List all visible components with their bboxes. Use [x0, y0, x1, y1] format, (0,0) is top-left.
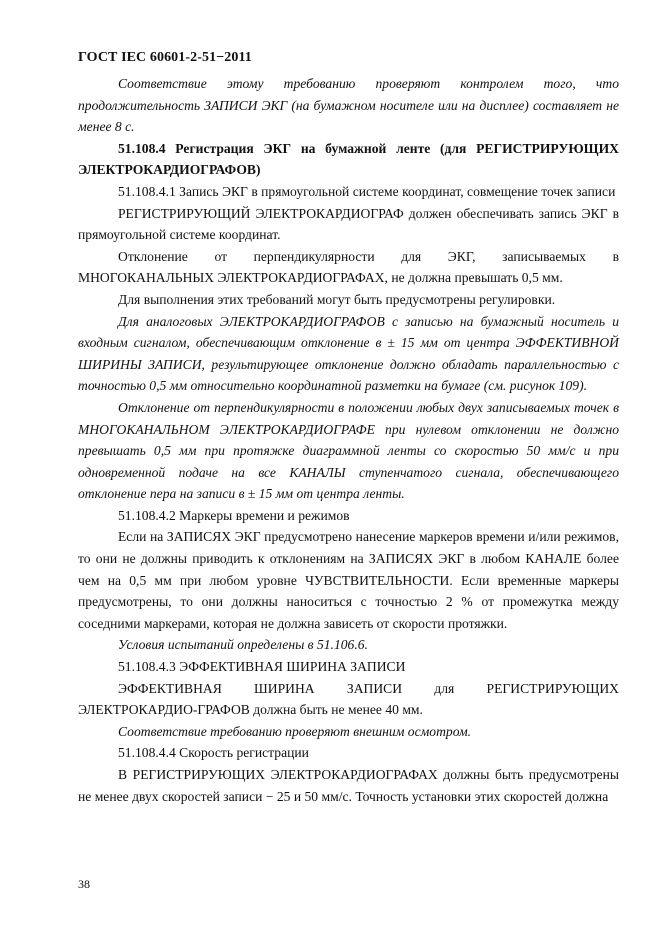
body-paragraph: Для выполнения этих требований могут быть предусмотрены регулировки. [118, 291, 556, 307]
body-paragraph: Если на ЗАПИСЯХ ЭКГ предусмотрено нанесение маркеров времени и/или режимов, то они не должны приводить к отклонениям на ЗАПИСЯХ ЭКГ в любом КАНАЛЕ более чем на 0,5 мм при любом уровне ЧУВСТВИТЕЛЬНОСТИ. Если временные маркеры предусмотрены, то они должны наноситься с точностью 2 % от промежутка между соседними маркерами, которая не должна зависеть от скорости протяжки. [78, 529, 619, 631]
body-paragraph: ЭФФЕКТИВНАЯ ШИРИНА ЗАПИСИ для РЕГИСТРИРУЮЩИХ ЭЛЕКТРОКАРДИО-ГРАФОВ должна быть не менее 40 мм. [78, 680, 619, 718]
subsection-title-51-108-4-1: 51.108.4.1 Запись ЭКГ в прямоугольной системе координат, совмещение точек записи [118, 183, 616, 199]
body-paragraph: РЕГИСТРИРУЮЩИЙ ЭЛЕКТРОКАРДИОГРАФ должен обеспечивать запись ЭКГ в прямоугольной системе координат. [78, 205, 619, 243]
body-paragraph: Отклонение от перпендикулярности для ЭКГ, записываемых в МНОГОКАНАЛЬНЫХ ЭЛЕКТРОКАРДИОГРАФАХ, не должна превышать 0,5 мм. [78, 248, 619, 286]
subsection-title-51-108-4-2: 51.108.4.2 Маркеры времени и режимов [118, 507, 350, 523]
italic-paragraph: Отклонение от перпендикулярности в положении любых двух записываемых точек в МНОГОКАНАЛЬНОМ ЭЛЕКТРОКАРДИОГРАФЕ при нулевом отклонении не должно превышать 0,5 мм при протяжке диаграммной ленты со скоростью 50 мм/с и при одновременной подаче на все КАНАЛЫ ступенчатого сигнала, обеспечивающего отклонение пера на записи в ± 15 мм от центра ленты. [78, 399, 619, 502]
section-heading-51-108-4: 51.108.4 Регистрация ЭКГ на бумажной ленте (для РЕГИСТРИРУЮЩИХ ЭЛЕКТРОКАРДИОГРАФОВ) [78, 140, 619, 178]
compliance-note: Соответствие требованию проверяют внешним осмотром. [118, 723, 472, 739]
test-conditions-note: Условия испытаний определены в 51.106.6. [118, 637, 368, 653]
body-paragraph: В РЕГИСТРИРУЮЩИХ ЭЛЕКТРОКАРДИОГРАФАХ должны быть предусмотрены не менее двух скоростей записи − 25 и 50 мм/с. Точность установки этих скоростей должна [78, 767, 619, 804]
subsection-title-51-108-4-3: 51.108.4.3 ЭФФЕКТИВНАЯ ШИРИНА ЗАПИСИ [118, 659, 406, 675]
document-header: ГОСТ IEC 60601-2-51−2011 [78, 50, 252, 65]
document-body [78, 73, 619, 807]
page-number: 38 [78, 877, 90, 891]
compliance-note: Соответствие этому требованию проверяют контролем того, что продолжительность ЗАПИСИ ЭКГ (на бумажном носителе или на дисплее) составляет не менее 8 с. [78, 76, 619, 135]
subsection-title-51-108-4-4: 51.108.4.4 Скорость регистрации [118, 745, 309, 761]
italic-paragraph: Для аналоговых ЭЛЕКТРОКАРДИОГРАФОВ с записью на бумажный носитель и входным сигналом, обеспечивающим отклонение в ± 15 мм от центра ЭФФЕКТИВНОЙ ШИРИНЫ ЗАПИСИ, результирующее отклонение должно обладать параллельностью с точностью 0,5 мм относительно координатной разметки на бумаге (см. рисунок 109). [78, 313, 619, 394]
